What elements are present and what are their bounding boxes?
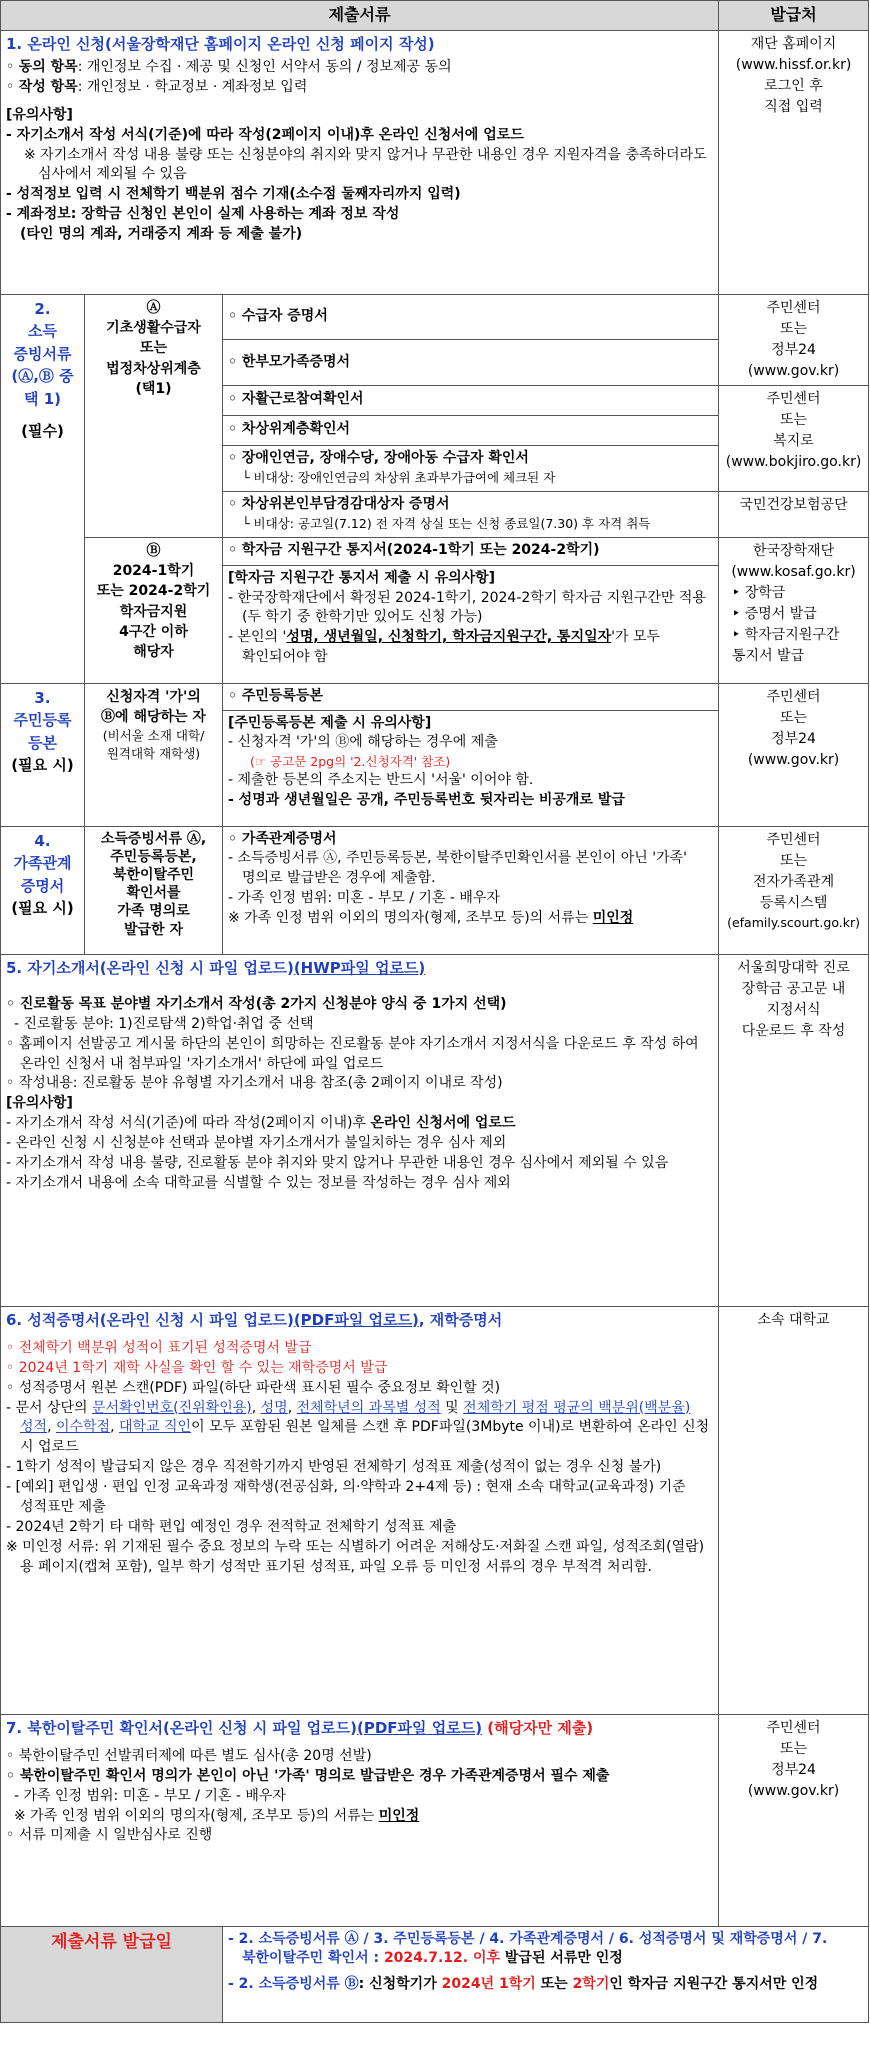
s2-a1: ◦ 수급자 증명서: [223, 294, 719, 340]
section-7-content: 7. 북한이탈주민 확인서(온라인 신청 시 파일 업로드)(PDF파일 업로드) (해당자만 제출) ◦ 북한이탈주민 선발쿼터제에 따른 별도 심사(총 20명 선발) ◦ 북한이탈주민 확인서 명의가 본인이 아닌 '가족' 명의로 발급받은 경우 가족관계증명서 필수 제출 - 가족 인정 범위: 미혼 - 부모 / 기혼 - 배우자 ※ 가족 인정 범위 이외의 명의자(형제, 조부모 등)의 서류는 미인정 ◦ 서류 미제출 시 일반심사로 진행: [1, 1714, 719, 1926]
s1-note-3: - 성적정보 입력 시 전체학기 백분위 점수 기재(소수점 둘째자리까지 입력): [6, 186, 461, 203]
s2-a4: ◦ 차상위계층확인서: [223, 415, 719, 445]
s7-note-4: ※ 가족 인정 범위 이외의 명의자(형제, 조부모 등)의 서류는 미인정: [14, 1807, 420, 1824]
section-1-content: [1, 30, 719, 294]
s2-sub-b: Ⓑ 2024-1학기 또는 2024-2학기 학자금지원 4구간 이하 해당자: [85, 537, 223, 683]
s1-note-1: - 자기소개서 작성 서식(기준)에 따라 작성(2페이지 이내)후 온라인 신청서에 업로드: [6, 126, 524, 143]
s2-issuer-a6: 국민건강보험공단: [719, 491, 869, 537]
s2-a5: ◦ 장애인연금, 장애수당, 장애아동 수급자 확인서 └ 비대상: 장애인연금의 차상위 초과부가급여에 체크된 자: [223, 445, 719, 491]
s4-sub: 소득증빙서류 Ⓐ, 주민등록등본, 북한이탈주민 확인서를 가족 명의로 발급한 자: [85, 826, 223, 954]
header-docs: 제출서류: [1, 1, 719, 31]
s2-a3: ◦ 자활근로참여확인서: [223, 385, 719, 415]
s1-consent-line: ◦ 동의 항목: 개인정보 수집 · 제공 및 신청인 서약서 동의 / 정보제공 동의: [6, 59, 452, 76]
footer-row: [1, 1926, 869, 2022]
s2-category: 2. 소득 증빙서류 (Ⓐ,Ⓑ 중 택 1) (필수): [1, 294, 85, 683]
section-6-title: 6. 성적증명서(온라인 신청 시 파일 업로드)(PDF파일 업로드), 재학증명서: [6, 1310, 503, 1329]
s3-item-1: ◦ 주민등록등본: [223, 683, 719, 710]
s4-content: ◦ 가족관계증명서 - 소득증빙서류 Ⓐ, 주민등록등본, 북한이탈주민확인서를 본인이 아닌 '가족' 명의로 발급받은 경우에 제출함. - 가족 인정 범위: 미혼 - 부모 / 기혼 - 배우자 ※ 가족 인정 범위 이외의 명의자(형제, 조부모 등)의 서류는 미인정: [223, 826, 719, 954]
s1-note-5: (타인 명의 계좌, 거래중지 계좌 등 제출 불가): [20, 226, 303, 243]
s4-note-4: ※ 가족 인정 범위 이외의 명의자(형제, 조부모 등)의 서류는 미인정: [228, 910, 634, 927]
section-1-row: [1, 30, 869, 294]
s3-issuer: 주민센터 또는 정부24 (www.gov.kr): [719, 683, 869, 826]
section-5-row: [1, 954, 869, 1306]
footer-label: 제출서류 발급일: [1, 1926, 223, 2022]
s1-note-2: ※ 자기소개서 작성 내용 불량 또는 신청분야의 취지와 맞지 않거나 무관한 내용인 경우 지원자격을 충족하더라도 심사에서 제외될 수 있음: [24, 146, 707, 183]
s3-row-1: [1, 683, 869, 710]
s5-note-1: - 자기소개서 작성 서식(기준)에 따라 작성(2페이지 이내)후 온라인 신청서에 업로드: [6, 1115, 516, 1132]
section-7-row: [1, 1714, 869, 1926]
s5-issuer: 서울희망대학 진로 장학금 공고문 내 지정서식 다운로드 후 작성: [719, 954, 869, 1306]
section-6-row: [1, 1306, 869, 1714]
s4-row: [1, 826, 869, 954]
header-issuer: 발급처: [719, 1, 869, 31]
s2-issuer-b: 한국장학재단 (www.kosaf.go.kr) ‣ 장학금 ‣ 증명서 발급 ‣ 학자금지원구간 통지서 발급: [719, 537, 869, 683]
s2-issuer-a345: 주민센터 또는 복지로 (www.bokjiro.go.kr): [719, 385, 869, 491]
s2-a6: ◦ 차상위본인부담경감대상자 증명서 └ 비대상: 공고일(7.12) 전 자격 상실 또는 신청 종료일(7.30) 후 자격 취득: [223, 491, 719, 537]
s1-note-4: - 계좌정보: 장학금 신청인 본인이 실제 사용하는 계좌 정보 작성: [6, 206, 400, 223]
footer-line-2: - 2. 소득증빙서류 Ⓑ: 신청학기가 2024년 1학기 또는 2학기인 학자금 지원구간 통지서만 인정: [228, 1976, 819, 1993]
s1-fields-line: ◦ 작성 항목: 개인정보 · 학교정보 · 계좌정보 입력: [6, 78, 308, 95]
footer-line-1: - 2. 소득증빙서류 Ⓐ / 3. 주민등록등본 / 4. 가족관계증명서 / 6. 성적증명서 및 재학증명서 / 7. 북한이탈주민 확인서 : 2024.7.12. 이후 발급된 서류만 인정: [228, 1930, 828, 1967]
s2-issuer-a12: 주민센터 또는 정부24 (www.gov.kr): [719, 294, 869, 385]
s2-a2: ◦ 한부모가족증명서: [223, 340, 719, 386]
section-7-title: 7. 북한이탈주민 확인서(온라인 신청 시 파일 업로드)(PDF파일 업로드) (해당자만 제출): [6, 1718, 594, 1737]
s2-b1: ◦ 학자금 지원구간 통지서(2024-1학기 또는 2024-2학기): [223, 537, 719, 565]
s1-issuer: 재단 홈페이지 (www.hissf.or.kr) 로그인 후 직접 입력: [719, 30, 869, 294]
section-5-content: 5. 자기소개서(온라인 신청 시 파일 업로드)(HWP파일 업로드) ◦ 진로활동 목표 분야별 자기소개서 작성(총 2가지 신청분야 양식 중 1가지 선택) - 진로활동 분야: 1)진로탐색 2)학업·취업 중 선택 ◦ 홈페이지 선발공고 게시물 하단의 본인이 희망하는 진로활동 분야 자기소개서 지정서식을 다운로드 후 작성 하여 온라인 신청서 내 첨부파일 '자기소개서' 하단에 파일 업로드 ◦ 작성내용: 진로활동 분야 유형별 자기소개서 내용 참조(총 2페이지 이내로 작성) [유의사항] - 자기소개서 작성 서식(기준)에 따라 작성(2페이지 이내)후 온라인 신청서에 업로드 - 온라인 신청 시 신청분야 선택과 분야별 자기소개서가 불일치하는 경우 심사 제외 - 자기소개서 작성 내용 불량, 진로활동 분야 취지와 맞지 않거나 무관한 내용인 경우 심사에서 제외될 수 있음 - 자기소개서 내용에 소속 대학교를 식별할 수 있는 정보를 작성하는 경우 심사 제외: [1, 954, 719, 1306]
s2-a1-row: [1, 294, 869, 340]
s1-notes-heading: [유의사항]: [6, 106, 73, 123]
section-5-title: 5. 자기소개서(온라인 신청 시 파일 업로드)(HWP파일 업로드): [6, 958, 426, 977]
s2-b-notes: [학자금 지원구간 통지서 제출 시 유의사항] - 한국장학재단에서 확정된 2024-1학기, 2024-2학기 학자금 지원구간만 적용(두 학기 중 한학기만 있어도 신청 가능) - 본인의 '성명, 생년월일, 신청학기, 학자금지원구간, 통지일자'가 모두 확인되어야 함: [223, 565, 719, 683]
s3-category: 3. 주민등록 등본 (필요 시): [1, 683, 85, 826]
s3-sub: 신청자격 '가'의 Ⓑ에 해당하는 자 (비서울 소재 대학/ 원격대학 재학생): [85, 683, 223, 826]
s2-b3: - 본인의 '성명, 생년월일, 신청학기, 학자금지원구간, 통지일자'가 모두 확인되어야 함: [228, 629, 661, 666]
footer-content: [223, 1926, 869, 2022]
s4-category: 4. 가족관계 증명서 (필요 시): [1, 826, 85, 954]
table-header-row: [1, 1, 869, 31]
s6-required-info: - 문서 상단의 문서확인번호(진위확인용), 성명, 전체학년의 과목별 성적 및 전체학기 평점 평균의 백분위(백분율) 성적, 이수학점, 대학교 직인이 모두 포함된 원본 일체를 스캔 후 PDF파일(3Mbyte 이내)로 변환하여 온라인 신청 시 업로드: [6, 1399, 710, 1456]
s7-issuer: 주민센터 또는 정부24 (www.gov.kr): [719, 1714, 869, 1926]
section-1-title: 1. 온라인 신청(서울장학재단 홈페이지 온라인 신청 페이지 작성): [6, 34, 435, 53]
s3-notes: [주민등록등본 제출 시 유의사항] - 신청자격 '가'의 Ⓑ에 해당하는 경우에 제출 (☞ 공고문 2pg의 '2.신청자격' 참조) - 제출한 등본의 주소지는 반드시 '서울' 이어야 함. - 성명과 생년월일은 공개, 주민등록번호 뒷자리는 비공개로 발급: [223, 710, 719, 826]
s2-b1-row: [1, 537, 869, 565]
s6-issuer: 소속 대학교: [719, 1306, 869, 1714]
s4-issuer: 주민센터 또는 전자가족관계 등록시스템 (efamily.scourt.go.kr): [719, 826, 869, 954]
s2-sub-a: Ⓐ 기초생활수급자 또는 법정차상위계층 (택1): [85, 294, 223, 537]
section-6-content: 6. 성적증명서(온라인 신청 시 파일 업로드)(PDF파일 업로드), 재학증명서 ◦ 전체학기 백분위 성적이 표기된 성적증명서 발급 ◦ 2024년 1학기 재학 사실을 확인 할 수 있는 재학증명서 발급 ◦ 성적증명서 원본 스캔(PDF) 파일(하단 파란색 표시된 필수 중요정보 확인할 것) - 문서 상단의 문서확인번호(진위확인용), 성명, 전체학년의 과목별 성적 및 전체학기 평점 평균의 백분위(백분율) 성적, 이수학점, 대학교 직인이 모두 포함된 원본 일체를 스캔 후 PDF파일(3Mbyte 이내)로 변환하여 온라인 신청 시 업로드 - 1학기 성적이 발급되지 않은 경우 직전학기까지 반영된 전체학기 성적표 제출(성적이 없는 경우 신청 불가) - [예외] 편입생 · 편입 인정 교육과정 재학생(전공심화, 의·약학과 2+4제 등) : 현재 소속 대학교(교육과정) 기준 성적표만 제출 - 2024년 2학기 타 대학 편입 예정인 경우 전적학교 전체학기 성적표 제출 ※ 미인정 서류: 위 기재된 필수 중요 정보의 누락 또는 식별하기 어려운 저해상도·저화질 스캔 파일, 성적조회(열람)용 페이지(캡쳐 포함), 일부 학기 성적만 표기된 성적표, 파일 오류 등 미인정 서류의 경우 부적격 처리함.: [1, 1306, 719, 1714]
